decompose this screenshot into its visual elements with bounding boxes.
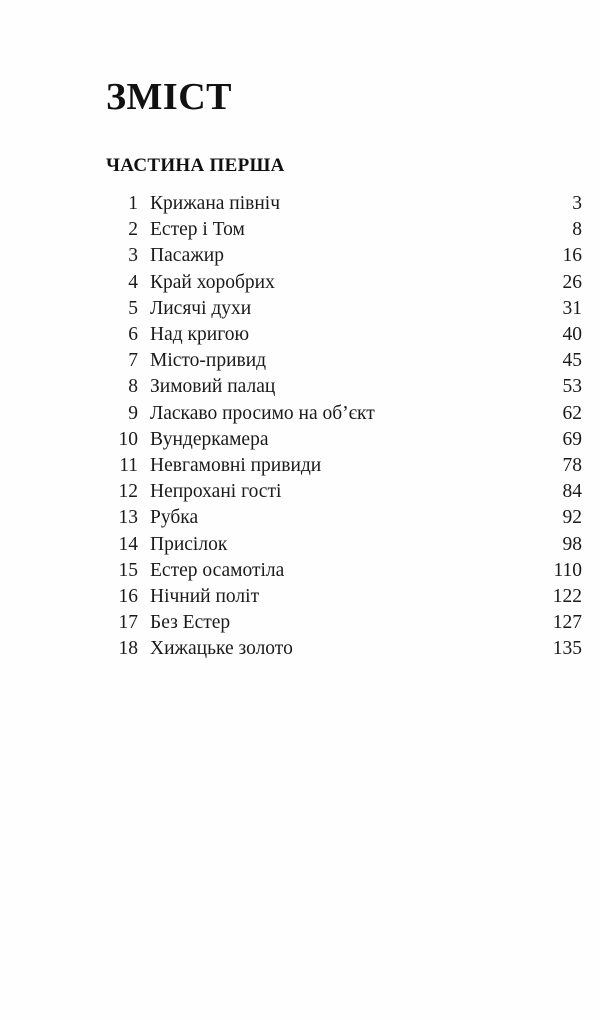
toc-entry-page-number: 31: [562, 297, 582, 319]
toc-entry-page-number: 45: [562, 350, 582, 372]
toc-entry[interactable]: [106, 532, 582, 558]
toc-entry-page-number: 98: [562, 533, 582, 555]
toc-entry-title: Лисячі духи: [150, 297, 252, 319]
toc-entry-title: Край хоробрих: [150, 271, 275, 293]
toc-entry[interactable]: [106, 610, 582, 636]
toc-entry-number: 10: [118, 428, 138, 450]
toc-entry-number: 2: [128, 219, 138, 241]
toc-entry[interactable]: [106, 558, 582, 584]
toc-entry[interactable]: [106, 636, 582, 662]
toc-entry-title: Естер і Том: [150, 219, 245, 241]
toc-entry[interactable]: [106, 243, 582, 269]
toc-entry-title: Без Естер: [150, 612, 231, 634]
toc-entry[interactable]: [106, 505, 582, 531]
toc-entry-number: 1: [128, 193, 138, 214]
toc-entry-title: Присілок: [150, 533, 228, 555]
table-of-contents: [106, 78, 582, 663]
toc-entry-title: Рубка: [150, 507, 199, 529]
toc-entry-title: Пасажир: [150, 245, 224, 267]
toc-entry-title: Над кригою: [150, 324, 250, 346]
toc-entry-page-number: 84: [562, 481, 582, 503]
toc-entry[interactable]: [106, 374, 582, 400]
toc-entry-number: 13: [118, 507, 138, 529]
toc-entry-page-number: 92: [562, 507, 582, 529]
toc-entry[interactable]: [106, 217, 582, 243]
toc-entry-page-number: 3: [572, 193, 582, 214]
part-heading: ЧАСТИНА ПЕРША: [106, 155, 285, 176]
toc-entry-page-number: 69: [562, 428, 582, 450]
toc-entry[interactable]: [106, 401, 582, 427]
toc-entry-page-number: 16: [562, 245, 582, 267]
toc-entry-title: Непрохані гості: [150, 481, 282, 503]
toc-entry[interactable]: [106, 322, 582, 348]
toc-entry-title: Вундеркамера: [150, 428, 269, 450]
toc-entry-number: 16: [118, 586, 138, 608]
toc-entry-number: 9: [128, 402, 138, 424]
toc-entry-title: Естер осамотіла: [150, 559, 285, 581]
toc-entry[interactable]: [106, 427, 582, 453]
toc-entry-title: Зимовий палац: [150, 376, 276, 398]
toc-entry-title: Нічний політ: [150, 586, 260, 608]
toc-entry-title: Місто-привид: [150, 350, 267, 372]
toc-entry-number: 7: [128, 350, 138, 372]
toc-entry-number: 18: [118, 638, 138, 660]
toc-entry-page-number: 26: [562, 271, 582, 293]
toc-entry-number: 11: [119, 455, 138, 477]
toc-entry-title: Хижацьке золото: [150, 638, 293, 660]
toc-entry-page-number: 135: [552, 638, 582, 660]
toc-entry-page-number: 110: [553, 559, 582, 581]
toc-entry-number: 4: [128, 271, 138, 293]
toc-entry-page-number: 127: [552, 612, 582, 634]
toc-entry-number: 17: [118, 612, 138, 634]
toc-entry-number: 6: [128, 324, 138, 346]
toc-entry[interactable]: [106, 296, 582, 322]
toc-entry-number: 15: [118, 559, 138, 581]
toc-entry-page-number: 8: [572, 219, 582, 241]
toc-entry-title: Невгамовні привиди: [150, 455, 322, 477]
toc-entry-title: Ласкаво просимо на об’єкт: [150, 402, 375, 424]
toc-entry-number: 5: [128, 297, 138, 319]
toc-entry[interactable]: [106, 270, 582, 296]
toc-entry[interactable]: [106, 584, 582, 610]
toc-entry-page-number: 40: [562, 324, 582, 346]
toc-entry-title: Крижана північ: [150, 193, 281, 214]
toc-entry[interactable]: [106, 191, 582, 217]
toc-entry-page-number: 53: [562, 376, 582, 398]
toc-entry-number: 12: [118, 481, 138, 503]
toc-entry-number: 14: [118, 533, 138, 555]
toc-entry-page-number: 78: [562, 455, 582, 477]
toc-entry-page-number: 62: [562, 402, 582, 424]
toc-entry[interactable]: [106, 453, 582, 479]
toc-entry[interactable]: [106, 348, 582, 374]
toc-entry-list: [106, 191, 582, 663]
toc-entry-number: 8: [128, 376, 138, 398]
toc-entry[interactable]: [106, 479, 582, 505]
page-title: ЗМІСТ: [106, 76, 232, 118]
toc-entry-page-number: 122: [552, 586, 582, 608]
toc-entry-number: 3: [128, 245, 138, 267]
